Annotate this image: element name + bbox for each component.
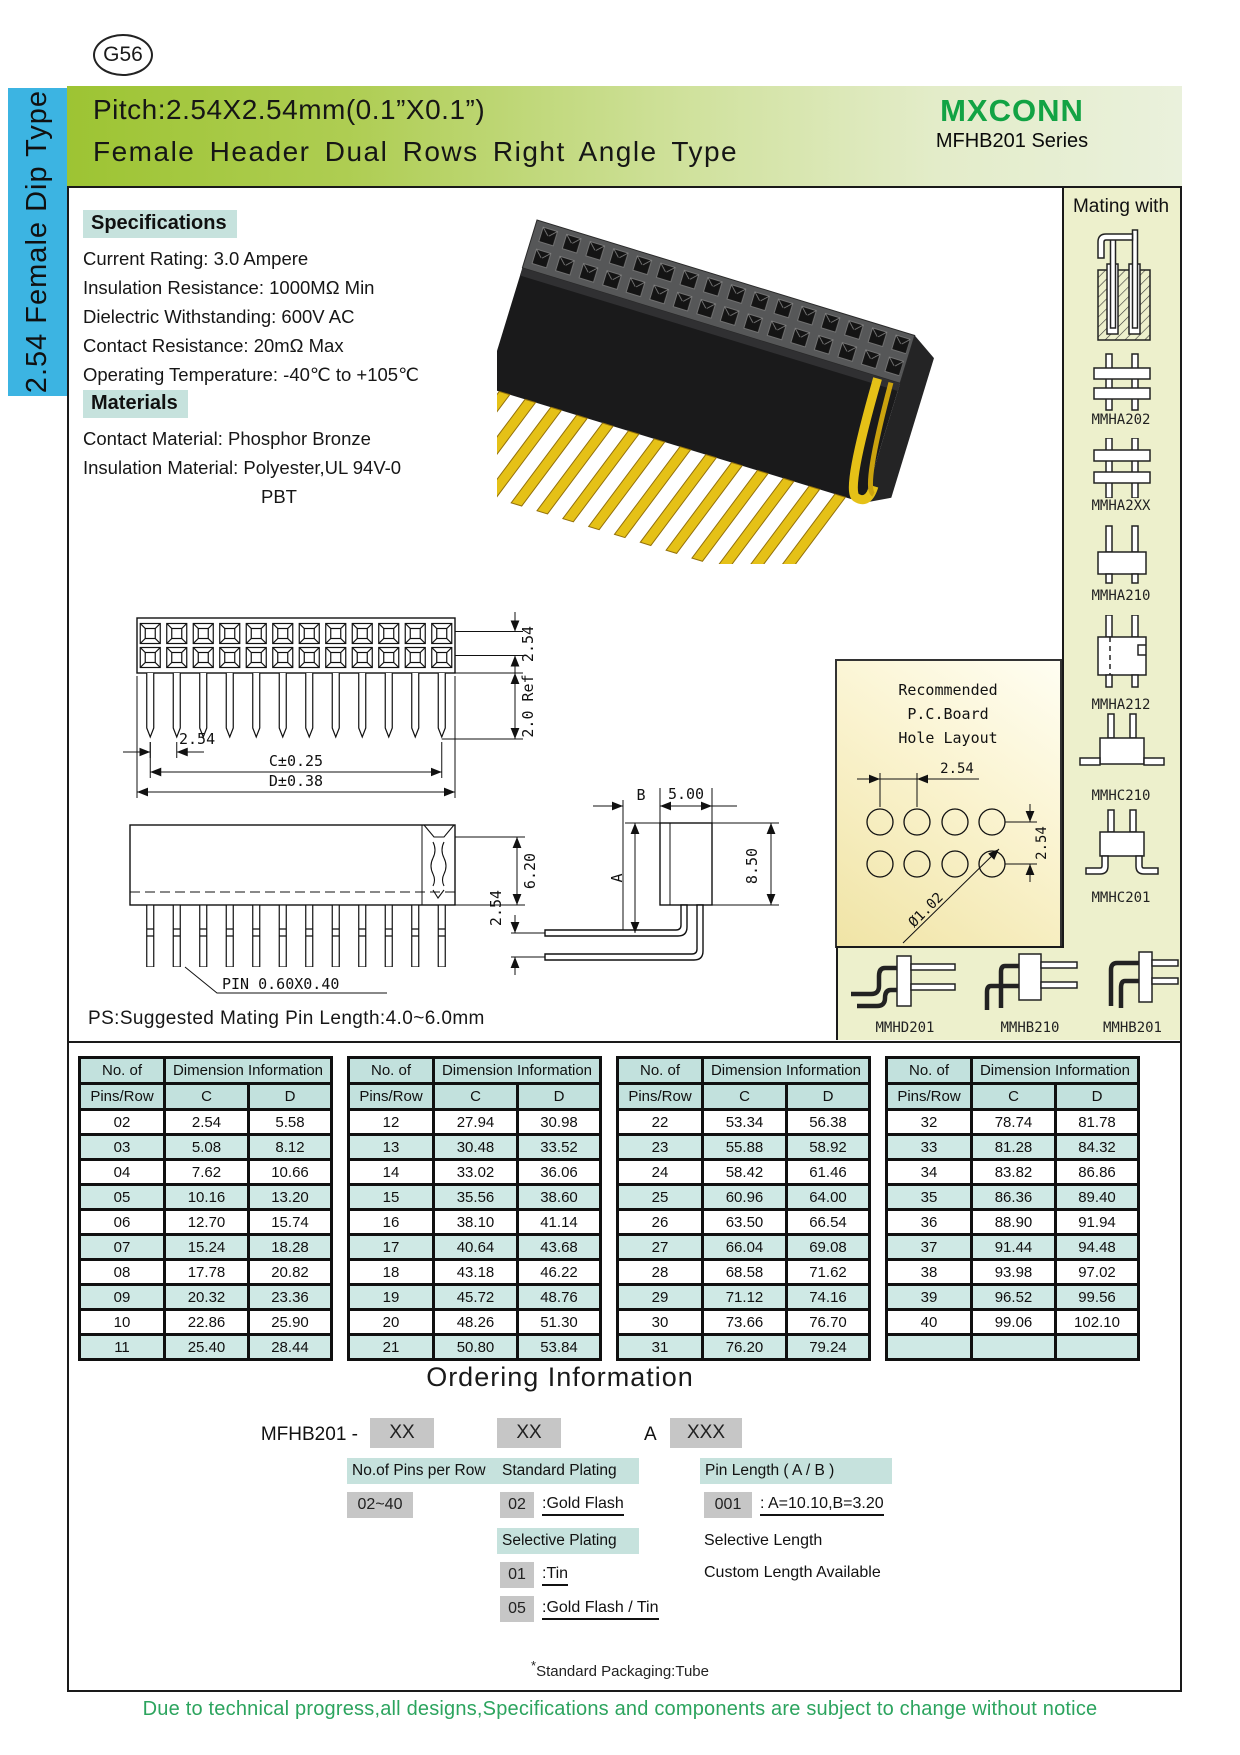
ordering-title: Ordering Information: [426, 1362, 694, 1392]
table-row: [887, 1110, 1139, 1135]
dim-c-cell: 93.98: [972, 1260, 1056, 1285]
dim-d-cell: 102.10: [1056, 1310, 1139, 1335]
col-header: No. of: [618, 1058, 703, 1084]
table-row: [349, 1110, 601, 1135]
table-row: [887, 1135, 1139, 1160]
table-row: [887, 1285, 1139, 1310]
dim-d-cell: 56.38: [787, 1110, 870, 1135]
length-code: 001: [704, 1492, 752, 1518]
table-row: [80, 1210, 332, 1235]
pins-cell: 03: [80, 1135, 165, 1160]
dim-d-cell: 28.44: [249, 1335, 332, 1360]
table-row: [349, 1285, 601, 1310]
dim-c-cell: 12.70: [165, 1210, 249, 1235]
pins-cell: 40: [887, 1310, 972, 1335]
mating-diagram-mmha210: [1080, 524, 1164, 586]
dim-c-cell: 96.52: [972, 1285, 1056, 1310]
length-note1: Selective Length: [704, 1532, 823, 1549]
pin-size-label: PIN 0.60X0.40: [222, 975, 340, 993]
pins-cell: 23: [618, 1135, 703, 1160]
dim-d-cell: 38.60: [518, 1185, 601, 1210]
packaging-star: *: [531, 1658, 537, 1673]
dim-c-cell: 53.34: [703, 1110, 787, 1135]
dim-d-cell: 74.16: [787, 1285, 870, 1310]
pins-cell: 08: [80, 1260, 165, 1285]
mating-item-label: MMHB201: [1102, 1020, 1162, 1036]
dim-c-cell: 71.12: [703, 1285, 787, 1310]
series-name: MFHB201 Series: [935, 130, 1089, 152]
side-view: [545, 823, 712, 960]
table-row: [349, 1335, 601, 1360]
col-header: No. of: [349, 1058, 434, 1084]
dim-d-cell: 76.70: [787, 1310, 870, 1335]
dim-depth: 5.00: [667, 785, 705, 803]
brand-name: MXCONN: [940, 93, 1084, 128]
table-row: [80, 1160, 332, 1185]
table-row: [887, 1185, 1139, 1210]
page-number: G56: [103, 43, 143, 66]
pins-cell: 16: [349, 1210, 434, 1235]
spec-line: Dielectric Withstanding: 600V AC: [83, 306, 355, 327]
col-header: Dimension Information: [165, 1058, 332, 1084]
col-header: C: [434, 1084, 518, 1110]
dim-c-cell: 50.80: [434, 1335, 518, 1360]
plating-code: 01: [500, 1562, 534, 1588]
pins-cell: 25: [618, 1185, 703, 1210]
table-row: [887, 1310, 1139, 1335]
table-row: [887, 1235, 1139, 1260]
pins-cell: 27: [618, 1235, 703, 1260]
plating-code: 05: [500, 1596, 534, 1622]
dim-d-cell: 84.32: [1056, 1135, 1139, 1160]
table-row: [618, 1285, 870, 1310]
dim-c-cell: 5.08: [165, 1135, 249, 1160]
col-header: C: [165, 1084, 249, 1110]
dim-d-cell: 13.20: [249, 1185, 332, 1210]
mating-item-label: MMHB210: [1000, 1020, 1060, 1036]
part-prefix: MFHB201 -: [260, 1424, 358, 1445]
ordering-col1-header: No.of Pins per Row: [347, 1458, 499, 1484]
dim-height: 6.20: [521, 852, 539, 890]
side-tab: [8, 88, 67, 396]
part-placeholder-plating: XX: [497, 1418, 561, 1448]
plating-label: :Tin: [542, 1565, 568, 1586]
pins-cell: 10: [80, 1310, 165, 1335]
col-header: D: [249, 1084, 332, 1110]
mating-diagram-mmha2xx: [1080, 438, 1164, 498]
pins-cell: 20: [349, 1310, 434, 1335]
dim-c-cell: [972, 1335, 1056, 1360]
dim-c-cell: 58.42: [703, 1160, 787, 1185]
pins-cell: 11: [80, 1335, 165, 1360]
pins-cell: 12: [349, 1110, 434, 1135]
dim-c-cell: 78.74: [972, 1110, 1056, 1135]
dim-d-cell: 61.46: [787, 1160, 870, 1185]
mating-item-label: MMHA2XX: [1091, 498, 1151, 514]
mating-item-label: MMHC201: [1091, 890, 1151, 906]
dim-c-cell: 40.64: [434, 1235, 518, 1260]
dim-d-cell: 41.14: [518, 1210, 601, 1235]
hole-title-3: Hole Layout: [898, 729, 998, 747]
packaging-note: [400, 1658, 840, 1680]
brand-block: [857, 93, 1167, 153]
dim-c-cell: 83.82: [972, 1160, 1056, 1185]
table-row: [349, 1160, 601, 1185]
col-header: Pins/Row: [80, 1084, 165, 1110]
dim-b: B: [636, 786, 646, 804]
profile-view: [130, 825, 455, 967]
pins-cell: 38: [887, 1260, 972, 1285]
dim-d-cell: 99.56: [1056, 1285, 1139, 1310]
dim-c-cell: 45.72: [434, 1285, 518, 1310]
ps-note: PS:Suggested Mating Pin Length:4.0~6.0mm: [88, 1008, 485, 1029]
length-label: : A=10.10,B=3.20: [760, 1495, 884, 1516]
pins-cell: 04: [80, 1160, 165, 1185]
dim-c-cell: 22.86: [165, 1310, 249, 1335]
table-row: [349, 1260, 601, 1285]
pins-cell: 28: [618, 1260, 703, 1285]
hole-title-1: Recommended: [898, 681, 998, 699]
page-number-badge: [93, 34, 153, 76]
dim-c-cell: 76.20: [703, 1335, 787, 1360]
mating-diagram-mmhd201: [845, 950, 965, 1018]
col-header: D: [787, 1084, 870, 1110]
dim-c-cell: 20.32: [165, 1285, 249, 1310]
ordering-col3-header: Pin Length ( A / B ): [700, 1458, 892, 1484]
dim-d-cell: 81.78: [1056, 1110, 1139, 1135]
plating-code: 02: [500, 1492, 534, 1518]
dim-d-cell: 33.52: [518, 1135, 601, 1160]
mating-cross-section-diagram: [1078, 228, 1166, 346]
pins-cell: 18: [349, 1260, 434, 1285]
col-header: D: [518, 1084, 601, 1110]
side-dimensions: [511, 788, 779, 975]
pins-cell: 34: [887, 1160, 972, 1185]
materials-section: [83, 390, 401, 511]
dim-d-cell: 36.06: [518, 1160, 601, 1185]
mating-item-label: MMHA210: [1091, 588, 1151, 604]
spec-line: Operating Temperature: -40℃ to +105℃: [83, 364, 419, 385]
dim-c-cell: 88.90: [972, 1210, 1056, 1235]
dim-c-cell: 68.58: [703, 1260, 787, 1285]
dim-d-cell: 25.90: [249, 1310, 332, 1335]
dim-c-cell: 7.62: [165, 1160, 249, 1185]
dim-d-cell: 18.28: [249, 1235, 332, 1260]
dim-d-cell: 15.74: [249, 1210, 332, 1235]
header-band: [67, 86, 1182, 186]
mating-diagram-mmhb210: [975, 950, 1085, 1018]
specifications-section: [83, 210, 419, 389]
dim-side-height: 8.50: [743, 847, 761, 885]
mating-item-label: MMHA212: [1091, 697, 1151, 713]
dim-d-cell: 58.92: [787, 1135, 870, 1160]
material-line: PBT: [261, 486, 297, 507]
pins-cell: 06: [80, 1210, 165, 1235]
pins-cell: 02: [80, 1110, 165, 1135]
dim-pitch: 2.54: [179, 730, 216, 748]
table-row: [80, 1260, 332, 1285]
hole-dim-v: 2.54: [1034, 826, 1050, 860]
table-row: [887, 1160, 1139, 1185]
table-row: [618, 1110, 870, 1135]
mating-diagram-mmha202: [1080, 352, 1164, 412]
col-header: Dimension Information: [972, 1058, 1139, 1084]
table-row: [80, 1110, 332, 1135]
spec-line: Contact Resistance: 20mΩ Max: [83, 335, 344, 356]
col-header: Pins/Row: [618, 1084, 703, 1110]
dim-d-cell: 23.36: [249, 1285, 332, 1310]
pins-cell: 14: [349, 1160, 434, 1185]
hole-dim-dia: Ø1.02: [905, 889, 947, 931]
dim-c-cell: 66.04: [703, 1235, 787, 1260]
mating-diagram-mmhb201: [1085, 950, 1180, 1018]
dim-ref: 2.0 Ref: [519, 674, 537, 738]
dim-d-cell: [1056, 1335, 1139, 1360]
product-photo: [497, 186, 977, 564]
hole-circles: [867, 809, 1005, 877]
col-header: C: [972, 1084, 1056, 1110]
dim-d: D±0.38: [268, 772, 324, 790]
materials-heading: Materials: [83, 390, 188, 418]
dimension-table: [885, 1056, 1140, 1361]
dim-c-cell: 60.96: [703, 1185, 787, 1210]
dim-d-cell: 51.30: [518, 1310, 601, 1335]
mating-diagram-mmhc201: [1078, 808, 1166, 886]
hole-dimensions: [857, 773, 1037, 943]
table-row: [349, 1210, 601, 1235]
table-row: [618, 1235, 870, 1260]
mating-border-h: [836, 946, 1064, 948]
col-header: C: [703, 1084, 787, 1110]
table-row: [618, 1160, 870, 1185]
pins-cell: 19: [349, 1285, 434, 1310]
dim-c-cell: 10.16: [165, 1185, 249, 1210]
table-row: [349, 1185, 601, 1210]
pins-cell: 33: [887, 1135, 972, 1160]
ordering-col2-header1: Standard Plating: [497, 1458, 639, 1484]
mating-diagram-mmha212: [1078, 615, 1166, 695]
material-line: Insulation Material: Polyester,UL 94V-0: [83, 457, 402, 478]
footer-disclaimer: Due to technical progress,all designs,Specifications and components are subject to change without notice: [142, 1698, 1098, 1720]
length-note2: Custom Length Available: [704, 1564, 881, 1581]
dim-d-cell: 94.48: [1056, 1235, 1139, 1260]
dim-c-cell: 17.78: [165, 1260, 249, 1285]
dim-d-cell: 8.12: [249, 1135, 332, 1160]
col-header: No. of: [80, 1058, 165, 1084]
dim-c-cell: 30.48: [434, 1135, 518, 1160]
pins-cell: 29: [618, 1285, 703, 1310]
dim-c-cell: 35.56: [434, 1185, 518, 1210]
dim-d-cell: 64.00: [787, 1185, 870, 1210]
part-placeholder-length: XXX: [670, 1418, 742, 1448]
dim-d-cell: 10.66: [249, 1160, 332, 1185]
pins-cell: 22: [618, 1110, 703, 1135]
pins-cell: 09: [80, 1285, 165, 1310]
dim-c-cell: 38.10: [434, 1210, 518, 1235]
table-row: [80, 1310, 332, 1335]
part-placeholder-pins: XX: [370, 1418, 434, 1448]
page-title-line1: Pitch:2.54X2.54mm(0.1”X0.1”): [93, 94, 486, 125]
mating-item-label: MMHD201: [875, 1020, 935, 1036]
dim-d-cell: 30.98: [518, 1110, 601, 1135]
pins-cell: 17: [349, 1235, 434, 1260]
dim-d-cell: 69.08: [787, 1235, 870, 1260]
table-row: [618, 1335, 870, 1360]
pins-cell: 26: [618, 1210, 703, 1235]
pins-cell: 37: [887, 1235, 972, 1260]
col-header: D: [1056, 1084, 1139, 1110]
material-line: Contact Material: Phosphor Bronze: [83, 428, 371, 449]
hole-layout-panel: [835, 659, 1062, 948]
dim-d-cell: 43.68: [518, 1235, 601, 1260]
pins-cell: 35: [887, 1185, 972, 1210]
dim-c-cell: 91.44: [972, 1235, 1056, 1260]
mating-item-label: MMHA202: [1091, 412, 1151, 428]
table-row: [80, 1285, 332, 1310]
col-header: Dimension Information: [703, 1058, 870, 1084]
pins-cell: 21: [349, 1335, 434, 1360]
front-view: [137, 618, 455, 739]
pins-cell: 30: [618, 1310, 703, 1335]
dimension-table: [78, 1056, 333, 1361]
pins-cell: 13: [349, 1135, 434, 1160]
table-row: [349, 1135, 601, 1160]
dim-d-cell: 48.76: [518, 1285, 601, 1310]
col-header: Pins/Row: [887, 1084, 972, 1110]
page-title-line2: Female Header Dual Rows Right Angle Type: [93, 136, 739, 167]
mating-item-label: MMHC210: [1091, 788, 1151, 804]
dim-c-cell: 63.50: [703, 1210, 787, 1235]
table-row: [349, 1235, 601, 1260]
table-row: [618, 1185, 870, 1210]
dim-c-cell: 73.66: [703, 1310, 787, 1335]
spec-line: Current Rating: 3.0 Ampere: [83, 248, 309, 269]
dim-d-cell: 79.24: [787, 1335, 870, 1360]
pins-cell: 31: [618, 1335, 703, 1360]
plating-label: :Gold Flash / Tin: [542, 1599, 659, 1620]
col-header: Pins/Row: [349, 1084, 434, 1110]
pins-cell: 07: [80, 1235, 165, 1260]
pins-cell: 32: [887, 1110, 972, 1135]
pins-cell: 15: [349, 1185, 434, 1210]
table-row: [80, 1335, 332, 1360]
dim-d-cell: 86.86: [1056, 1160, 1139, 1185]
hole-title-2: P.C.Board: [907, 705, 989, 723]
dim-c-cell: 43.18: [434, 1260, 518, 1285]
table-row: [887, 1210, 1139, 1235]
specifications-heading: Specifications: [83, 210, 237, 238]
side-tab-label: 2.54 Female Dip Type: [21, 90, 53, 394]
pins-cell: 39: [887, 1285, 972, 1310]
dim-d-cell: 20.82: [249, 1260, 332, 1285]
dim-c: C±0.25: [268, 752, 324, 770]
dim-c-cell: 25.40: [165, 1335, 249, 1360]
spec-line: Insulation Resistance: 1000MΩ Min: [83, 277, 375, 298]
ordering-col2-header2: Selective Plating: [497, 1528, 639, 1554]
dim-c-cell: 2.54: [165, 1110, 249, 1135]
table-row: [618, 1135, 870, 1160]
table-row: [80, 1235, 332, 1260]
table-row: [618, 1210, 870, 1235]
dim-c-cell: 27.94: [434, 1110, 518, 1135]
pins-cell: 24: [618, 1160, 703, 1185]
dim-c-cell: 15.24: [165, 1235, 249, 1260]
table-row: [80, 1185, 332, 1210]
ordering-col1-value: 02~40: [347, 1492, 413, 1518]
dim-c-cell: 86.36: [972, 1185, 1056, 1210]
table-row: [80, 1135, 332, 1160]
table-row: [618, 1260, 870, 1285]
col-header: No. of: [887, 1058, 972, 1084]
col-header: Dimension Information: [434, 1058, 601, 1084]
dim-d-cell: 97.02: [1056, 1260, 1139, 1285]
dim-side-pitch: 2.54: [487, 889, 505, 927]
mating-border-v: [836, 946, 838, 1040]
dim-c-cell: 55.88: [703, 1135, 787, 1160]
dim-d-cell: 71.62: [787, 1260, 870, 1285]
dim-c-cell: 48.26: [434, 1310, 518, 1335]
pins-cell: [887, 1335, 972, 1360]
table-row: [887, 1335, 1139, 1360]
dim-c-cell: 33.02: [434, 1160, 518, 1185]
dim-d-cell: 53.84: [518, 1335, 601, 1360]
pins-cell: 05: [80, 1185, 165, 1210]
dim-d-cell: 91.94: [1056, 1210, 1139, 1235]
dimension-table: [616, 1056, 871, 1361]
pins-cell: 36: [887, 1210, 972, 1235]
table-row: [887, 1260, 1139, 1285]
technical-drawing: [67, 540, 835, 1045]
table-row: [618, 1310, 870, 1335]
mating-title: Mating with: [1072, 196, 1170, 217]
dim-row-pitch: 2.54: [519, 625, 537, 663]
table-row: [349, 1310, 601, 1335]
packaging-text: Standard Packaging:Tube: [536, 1663, 709, 1680]
part-a-label: A: [644, 1424, 657, 1445]
dim-a: A: [608, 873, 626, 883]
dim-d-cell: 46.22: [518, 1260, 601, 1285]
mating-diagram-mmhc210: [1078, 712, 1166, 786]
dim-d-cell: 89.40: [1056, 1185, 1139, 1210]
dim-d-cell: 66.54: [787, 1210, 870, 1235]
plating-label: :Gold Flash: [542, 1495, 624, 1516]
hole-dim-h: 2.54: [940, 761, 974, 777]
dim-c-cell: 81.28: [972, 1135, 1056, 1160]
dim-c-cell: 99.06: [972, 1310, 1056, 1335]
hole-layout-drawing: [837, 661, 1060, 946]
dimension-table: [347, 1056, 602, 1361]
dim-d-cell: 5.58: [249, 1110, 332, 1135]
